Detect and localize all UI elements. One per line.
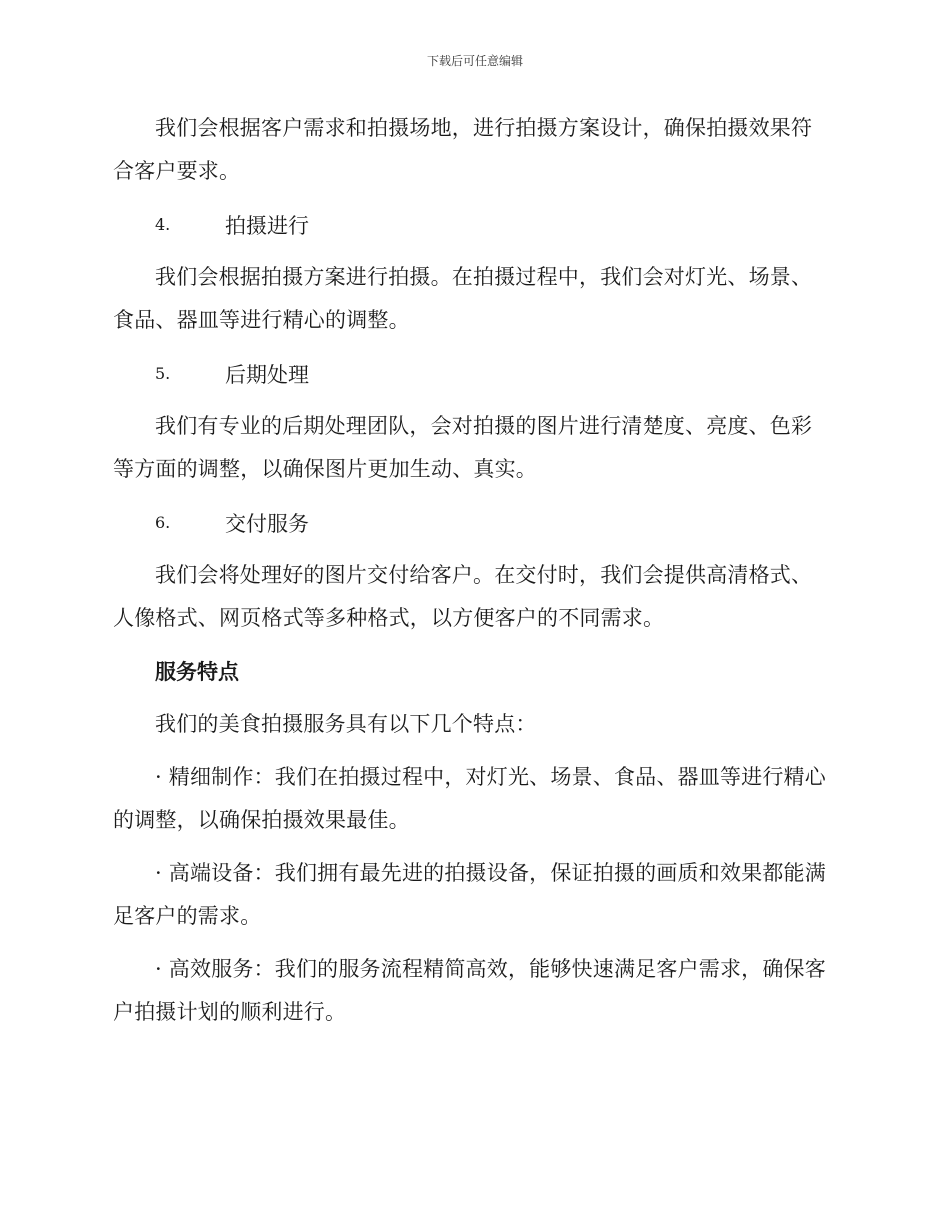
document-body	[113, 107, 833, 1044]
step-6-heading	[113, 501, 833, 544]
step-number: 6.	[155, 513, 171, 532]
paragraph-shooting: 我们会根据拍摄方案进行拍摄。在拍摄过程中，我们会对灯光、场景、食品、器皿等进行精心的调整。	[113, 265, 813, 332]
step-title: 拍摄进行	[225, 213, 309, 238]
paragraph-plan-design: 我们会根据客户需求和拍摄场地，进行拍摄方案设计，确保拍摄效果符合客户要求。	[113, 116, 813, 183]
bullet-item-fine-production: · 精细制作：我们在拍摄过程中，对灯光、场景、食品、器皿等进行精心的调整，以确保拍摄效果最佳。	[113, 765, 826, 832]
paragraph-features-intro: 我们的美食拍摄服务具有以下几个特点：	[155, 712, 537, 736]
section-heading-features: 服务特点	[155, 659, 239, 684]
step-4-heading	[113, 203, 833, 246]
step-title: 后期处理	[225, 362, 309, 387]
step-number: 5.	[155, 364, 171, 383]
step-title: 交付服务	[225, 511, 309, 536]
step-5-heading	[113, 352, 833, 395]
step-number: 4.	[155, 215, 171, 234]
page-header: 下载后可任意编辑	[426, 54, 523, 68]
paragraph-delivery: 我们会将处理好的图片交付给客户。在交付时，我们会提供高清格式、人像格式、网页格式等多种格式，以方便客户的不同需求。	[113, 563, 813, 630]
paragraph-post-processing: 我们有专业的后期处理团队，会对拍摄的图片进行清楚度、亮度、色彩等方面的调整，以确保图片更加生动、真实。	[113, 414, 813, 481]
bullet-item-high-end-equipment: · 高端设备：我们拥有最先进的拍摄设备，保证拍摄的画质和效果都能满足客户的需求。	[113, 861, 826, 928]
bullet-item-efficient-service: · 高效服务：我们的服务流程精简高效，能够快速满足客户需求，确保客户拍摄计划的顺利进行。	[113, 957, 826, 1024]
